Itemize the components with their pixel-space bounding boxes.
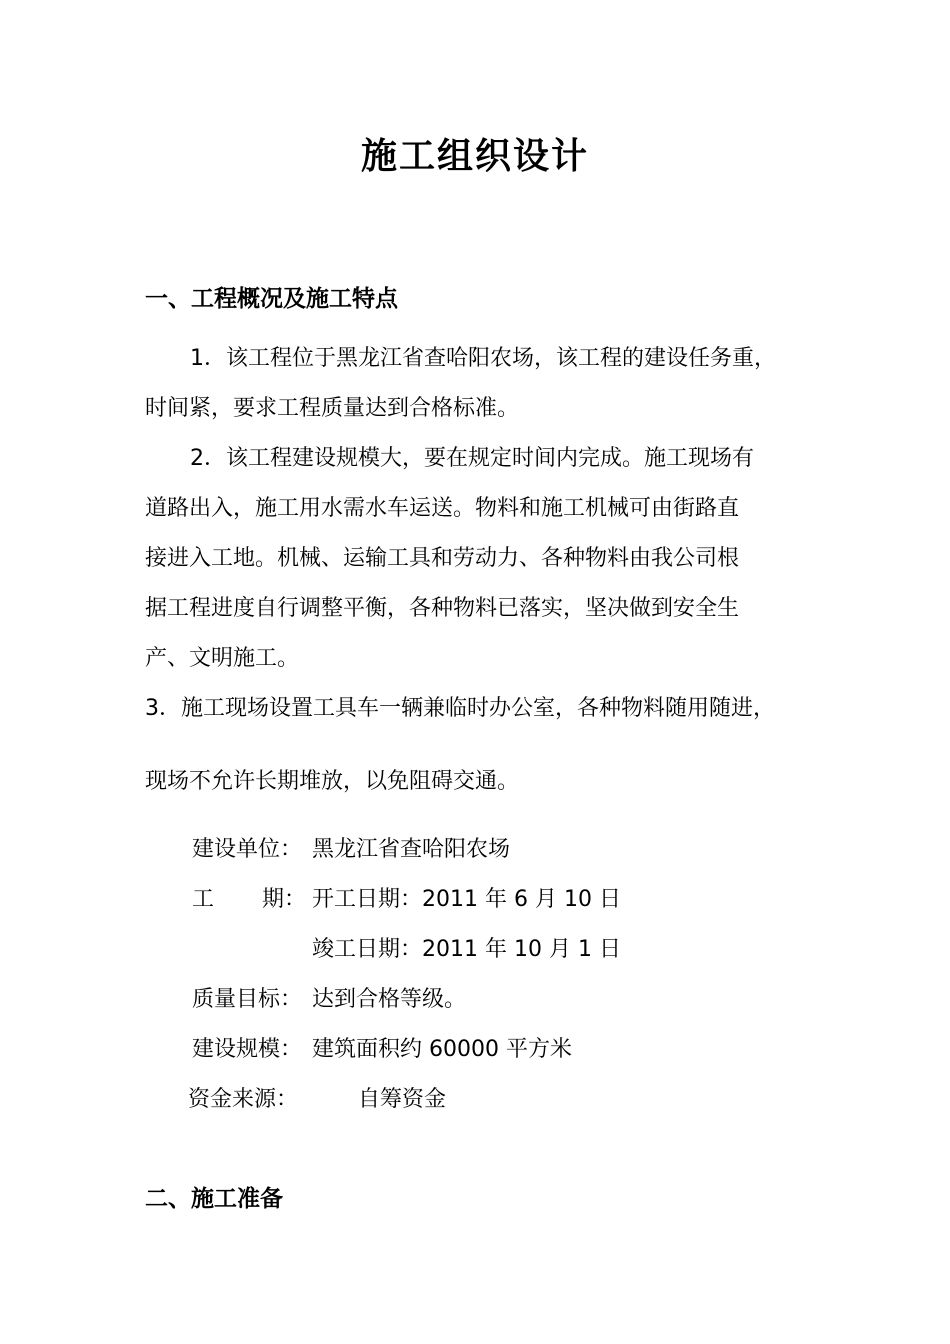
quality-value: 达到合格等级。 <box>312 987 467 1012</box>
unit-value: 黑龙江省查哈阳农场 <box>312 837 511 862</box>
unit-label: 建设单位： <box>192 837 303 862</box>
paragraph-line: 2．该工程建设规模大，要在规定时间内完成。施工现场有 <box>190 446 754 471</box>
paragraph-line: 时间紧，要求工程质量达到合格标准。 <box>145 396 520 421</box>
paragraph-line: 3．施工现场设置工具车一辆兼临时办公室，各种物料随用随进， <box>145 696 775 721</box>
paragraph-line: 现场不允许长期堆放，以免阻碍交通。 <box>145 769 520 794</box>
section-2-heading: 二、施工准备 <box>145 1186 283 1212</box>
end-date-value: 竣工日期：2011 年 10 月 1 日 <box>312 937 621 962</box>
fund-label: 资金来源： <box>188 1087 299 1112</box>
scale-label: 建设规模： <box>192 1037 303 1062</box>
quality-label: 质量目标： <box>192 987 303 1012</box>
section-1-heading: 一、工程概况及施工特点 <box>145 286 398 312</box>
page-title: 施工组织设计 <box>360 136 589 177</box>
paragraph-line: 产、文明施工。 <box>145 646 300 671</box>
period-label-second: 期： <box>262 887 307 912</box>
fund-value: 自筹资金 <box>358 1087 447 1112</box>
paragraph-line: 接进入工地。机械、运输工具和劳动力、各种物料由我公司根 <box>145 546 740 571</box>
paragraph-line: 道路出入，施工用水需水车运送。物料和施工机械可由街路直 <box>145 496 740 521</box>
scale-value: 建筑面积约 60000 平方米 <box>312 1037 572 1062</box>
start-date-value: 开工日期：2011 年 6 月 10 日 <box>312 887 621 912</box>
paragraph-line: 1．该工程位于黑龙江省查哈阳农场，该工程的建设任务重， <box>190 346 776 371</box>
period-label-first: 工 <box>192 887 215 912</box>
paragraph-line: 据工程进度自行调整平衡，各种物料已落实，坚决做到安全生 <box>145 596 740 621</box>
